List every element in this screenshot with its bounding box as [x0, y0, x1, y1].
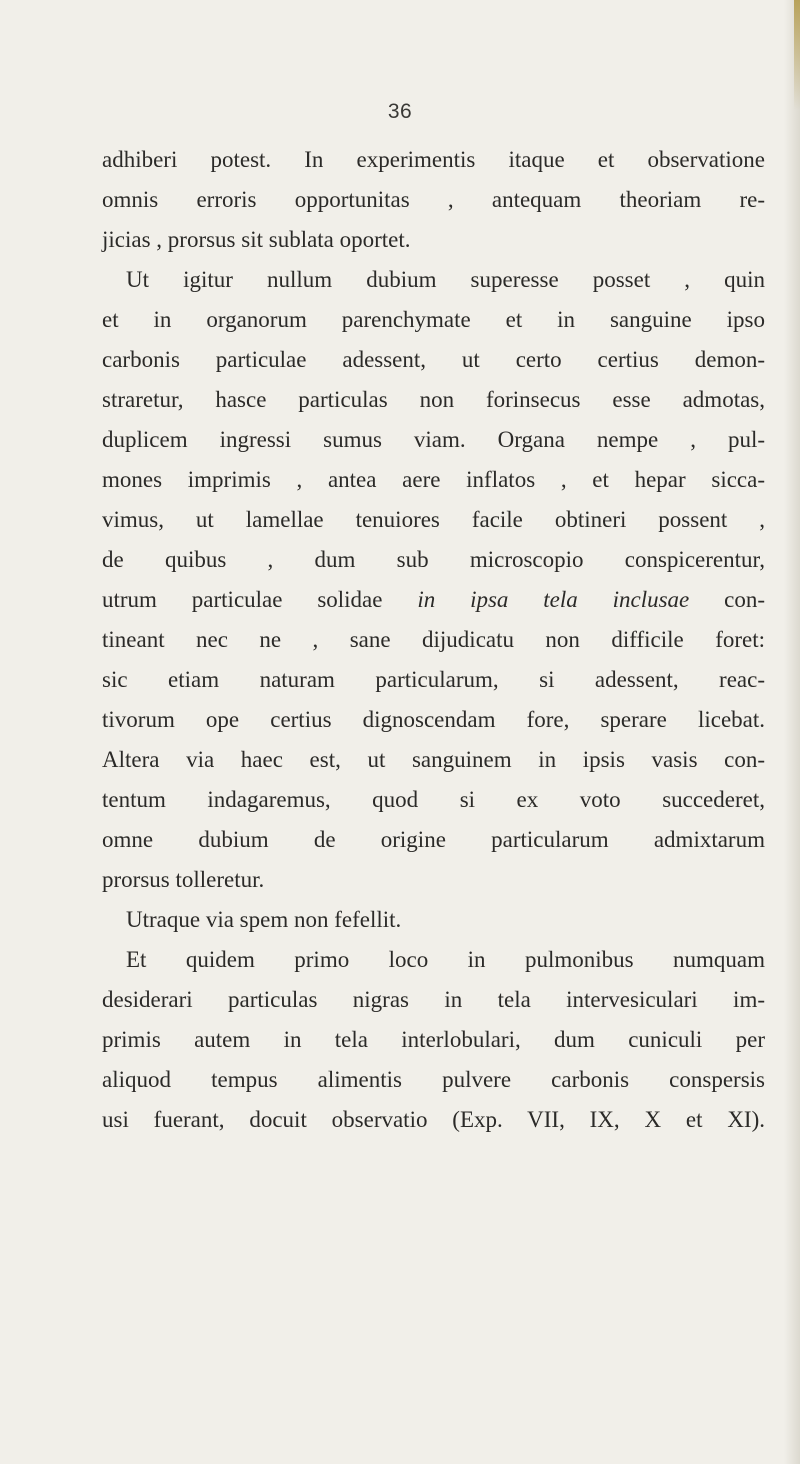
page-edge-mark: [794, 0, 800, 110]
page-edge-shadow: [784, 0, 800, 1464]
text-line: Ut igitur nullum dubium superesse posset , quin: [126, 267, 765, 292]
text-line: Utraque via spem non fefellit.: [126, 907, 402, 932]
text-line: omnis erroris opportunitas , antequam theoriam re-: [102, 187, 765, 212]
text-line: duplicem ingressi sumus viam. Organa nempe , pul-: [102, 427, 765, 452]
text-line: tentum indagaremus, quod si ex voto succederet,: [102, 787, 765, 812]
text-line: primis autem in tela interlobulari, dum cuniculi per: [102, 1027, 765, 1052]
text-line-with-emphasis: [102, 580, 765, 620]
text-line: mones imprimis , antea aere inflatos , et hepar sicca-: [102, 467, 765, 492]
text-line: vimus, ut lamellae tenuiores facile obtineri possent ,: [102, 507, 765, 532]
text-line: prorsus tolleretur.: [102, 867, 265, 892]
text-fragment: utrum particulae solidae: [102, 587, 418, 612]
text-fragment: con-: [689, 587, 765, 612]
text-line: Altera via haec est, ut sanguinem in ipsis vasis con-: [102, 747, 765, 772]
text-line: sic etiam naturam particularum, si adessent, reac-: [102, 667, 765, 692]
text-line: jicias , prorsus sit sublata oportet.: [102, 227, 411, 252]
text-line: desiderari particulas nigras in tela intervesiculari im-: [102, 987, 765, 1012]
text-line: straretur, hasce particulas non forinsecus esse admotas,: [102, 387, 765, 412]
text-line: de quibus , dum sub microscopio conspicerentur,: [102, 547, 765, 572]
text-line: et in organorum parenchymate et in sanguine ipso: [102, 307, 765, 332]
text-line: usi fuerant, docuit observatio (Exp. VII, IX, X et XI).: [102, 1107, 765, 1132]
text-line: Et quidem primo loco in pulmonibus numquam: [126, 947, 765, 972]
text-line: adhiberi potest. In experimentis itaque et observatione: [102, 147, 765, 172]
text-line: tivorum ope certius dignoscendam fore, sperare licebat.: [102, 707, 765, 732]
emphasized-phrase: in ipsa tela inclusae: [417, 587, 690, 612]
text-line: omne dubium de origine particularum admixtarum: [102, 827, 765, 852]
text-line: tineant nec ne , sane dijudicatu non difficile foret:: [102, 627, 765, 652]
text-line: aliquod tempus alimentis pulvere carbonis conspersis: [102, 1067, 765, 1092]
text-line: carbonis particulae adessent, ut certo certius demon-: [102, 347, 765, 372]
page-number: 36: [387, 100, 413, 123]
